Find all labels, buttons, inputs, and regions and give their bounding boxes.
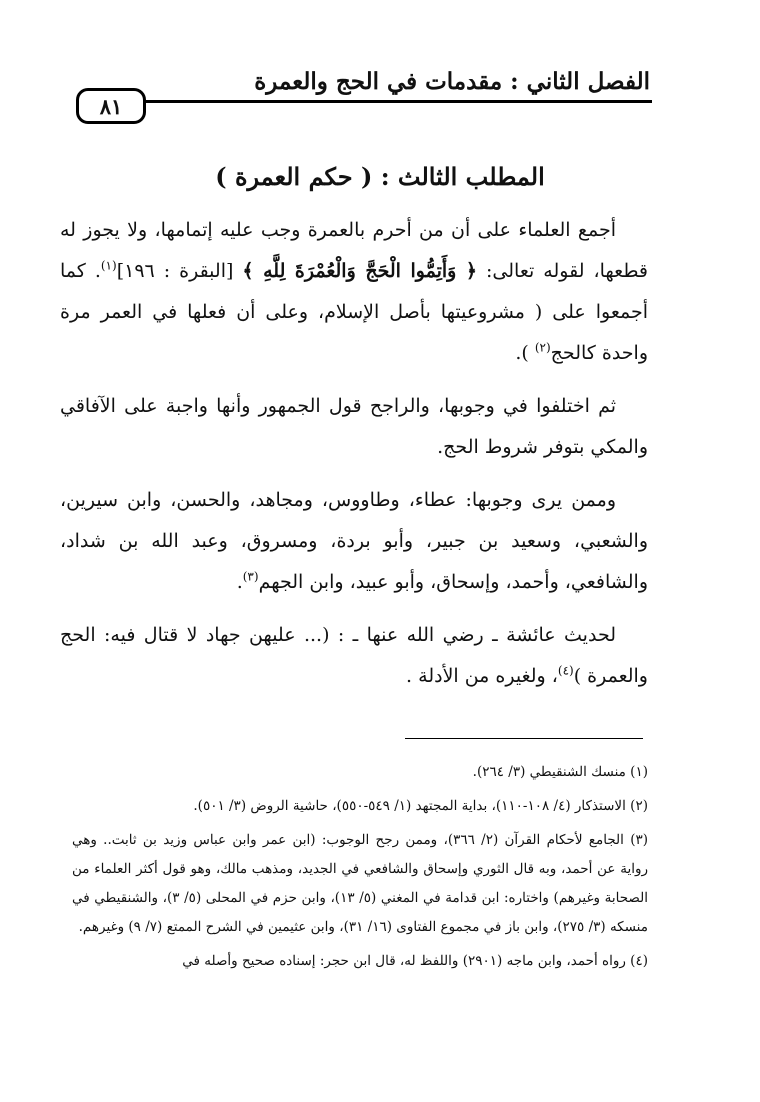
paragraph-4 — [60, 615, 648, 697]
section-heading: المطلب الثالث : ( حكم العمرة ) — [215, 162, 545, 191]
footnotes — [72, 758, 648, 981]
footnote-marker: (٣) — [242, 569, 259, 584]
paragraph-text: . — [236, 571, 243, 593]
paragraph-1 — [60, 210, 648, 374]
paragraph-text: ، ولغيره من الأدلة . — [406, 665, 558, 687]
body-text — [60, 210, 648, 709]
footnote-2: (٢) الاستذكار (٤/ ١٠٨-١١٠)، بداية المجتهد (١/ ٥٤٩-٥٥٠)، حاشية الروض (٣/ ٥٠١). — [193, 798, 648, 814]
footnote-4: (٤) رواه أحمد، وابن ماجه (٢٩٠١) واللفظ له، قال ابن حجر: إسناده صحيح وأصله في — [182, 953, 648, 969]
verse-reference: [البقرة : ١٩٦] — [116, 260, 243, 282]
footnote-marker: (١) — [100, 258, 117, 273]
paragraph-text: لحديث عائشة ـ رضي الله عنها ـ : (... عليهن جهاد لا قتال فيه: الحج والعمرة ) — [60, 624, 648, 687]
paragraph-3 — [60, 480, 648, 603]
footnote-3: (٣) الجامع لأحكام القرآن (٢/ ٣٦٦)، وممن رجح الوجوب: (ابن عمر وابن عباس وزيد بن ثابت.. وهي رواية عن أحمد، وبه قال الثوري وإسحاق والشافعي في الجديد، ومذهب مالك، وهو قول أكثر العلماء من الصحابة وغيرهم) واختاره: ابن قدامة في المغني (٥/ ١٣)، وابن حزم في المحلى (٥/ ٣)، والشنقيطي في منسكه (٣/ ٢٧٥)، وابن باز في مجموع الفتاوى (١٦/ ٣١)، وابن عثيمين في الشرح الممتع (٧/ ٩) وغيرهم. — [72, 832, 649, 935]
footnote-marker: (٤) — [557, 663, 574, 678]
footnote-marker: (٢) — [534, 340, 551, 355]
chapter-title: الفصل الثاني : مقدمات في الحج والعمرة — [254, 68, 650, 95]
footnote-1: (١) منسك الشنقيطي (٣/ ٢٦٤). — [472, 764, 648, 780]
paragraph-text: أجمع العلماء على أن من أحرم بالعمرة وجب عليه إتمامها، ولا يجوز له قطعها، لقوله تعالى: — [60, 219, 648, 282]
paragraph-2: ثم اختلفوا في وجوبها، والراجح قول الجمهور وأنها واجبة على الآفاقي والمكي بتوفر شروط الحج. — [60, 395, 648, 458]
paragraph-text: . كما أجمعوا على ( مشروعيتها بأصل الإسلام، وعلى أن فعلها في العمر مرة واحدة كالحج — [60, 260, 648, 364]
footnote-divider — [405, 738, 643, 739]
quran-verse: ﴿ وَأَتِمُّوا الْحَجَّ وَالْعُمْرَةَ لِلَّهِ ﴾ — [242, 260, 478, 282]
page-number: ٨١ — [76, 88, 146, 124]
paragraph-text: وممن يرى وجوبها: عطاء، وطاووس، ومجاهد، والحسن، وابن سيرين، والشعبي، وسعيد بن جبير، وأبو بردة، ومسروق، وعبد الله بن شداد، والشافعي، وأحمد، وإسحاق، وأبو عبيد، وابن الجهم — [60, 489, 648, 593]
header-rule — [82, 100, 652, 103]
paragraph-text: ). — [515, 342, 535, 364]
